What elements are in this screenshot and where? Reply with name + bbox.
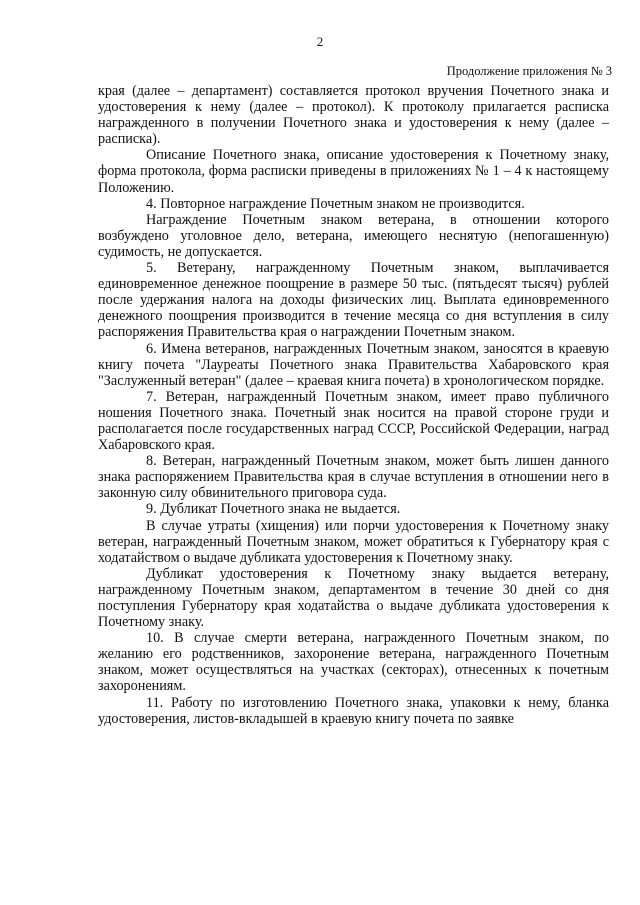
paragraph: 7. Ветеран, награжденный Почетным знаком, имеет право публичного ношения Почетного знака. Почетный знак носится на правой стороне груди и располагается после государственных наград СССР, Российской Федерации, наград Хабаровского края. xyxy=(98,388,609,454)
paragraph: 10. В случае смерти ветерана, награжденного Почетным знаком, по желанию его родственников, захоронение ветерана, награжденного Почетным знаком, может осуществляться на участках (секторах), отнесенных к почетным захоронениям. xyxy=(98,630,609,695)
appendix-continuation-note: Продолжение приложения № 3 xyxy=(446,64,612,78)
paragraph: 6. Имена ветеранов, награжденных Почетным знаком, заносятся в краевую книгу почета "Лауреаты Почетного знака Правительства Хабаровского края "Заслуженный ветеран" (далее – краевая книга почета) в хронологическом порядке. xyxy=(98,340,609,389)
paragraph: края (далее – департамент) составляется протокол вручения Почетного знака и удостоверения к нему (далее – протокол). К протоколу прилагается расписка награжденного в получении Почетного знака и удостоверения к нему (далее – расписка). xyxy=(98,83,609,148)
paragraph: 11. Работу по изготовлению Почетного знака, упаковки к нему, бланка удостоверения, листов-вкладышей в краевую книгу почета по заявке xyxy=(98,694,609,727)
paragraph: Дубликат удостоверения к Почетному знаку выдается ветерану, награжденному Почетным знаком, департаментом в течение 30 дней со дня поступления Губернатору края ходатайства о выдаче дубликата удостоверения к Почетному знаку. xyxy=(98,565,609,631)
paragraph: 8. Ветеран, награжденный Почетным знаком, может быть лишен данного знака распоряжением Правительства края в случае вступления в отношении него в законную силу обвинительного приговора суда. xyxy=(98,453,609,502)
document-body xyxy=(98,83,609,727)
paragraph: Описание Почетного знака, описание удостоверения к Почетному знаку, форма протокола, форма расписки приведены в приложениях № 1 – 4 к настоящему Положению. xyxy=(98,147,609,196)
paragraph: 5. Ветерану, награжденному Почетным знаком, выплачивается единовременное денежное поощрение в размере 50 тыс. (пятьдесят тысяч) рублей после удержания налога на доходы физических лиц. Выплата единовременного денежного поощрения производится в течение месяца со дня вступления в силу распоряжения Правительства края о награждении Почетным знаком. xyxy=(98,260,609,341)
paragraph: 9. Дубликат Почетного знака не выдается. xyxy=(146,501,401,518)
page-number: 2 xyxy=(316,34,324,49)
paragraph: 4. Повторное награждение Почетным знаком не производится. xyxy=(146,195,525,212)
paragraph: В случае утраты (хищения) или порчи удостоверения к Почетному знаку ветеран, награжденный Почетным знаком, может обратиться к Губернатору края с ходатайством о выдаче дубликата удостоверения к Почетному знаку. xyxy=(98,517,609,566)
paragraph: Награждение Почетным знаком ветерана, в отношении которого возбуждено уголовное дело, ветерана, имеющего неснятую (непогашенную) судимость, не допускается. xyxy=(98,211,609,260)
